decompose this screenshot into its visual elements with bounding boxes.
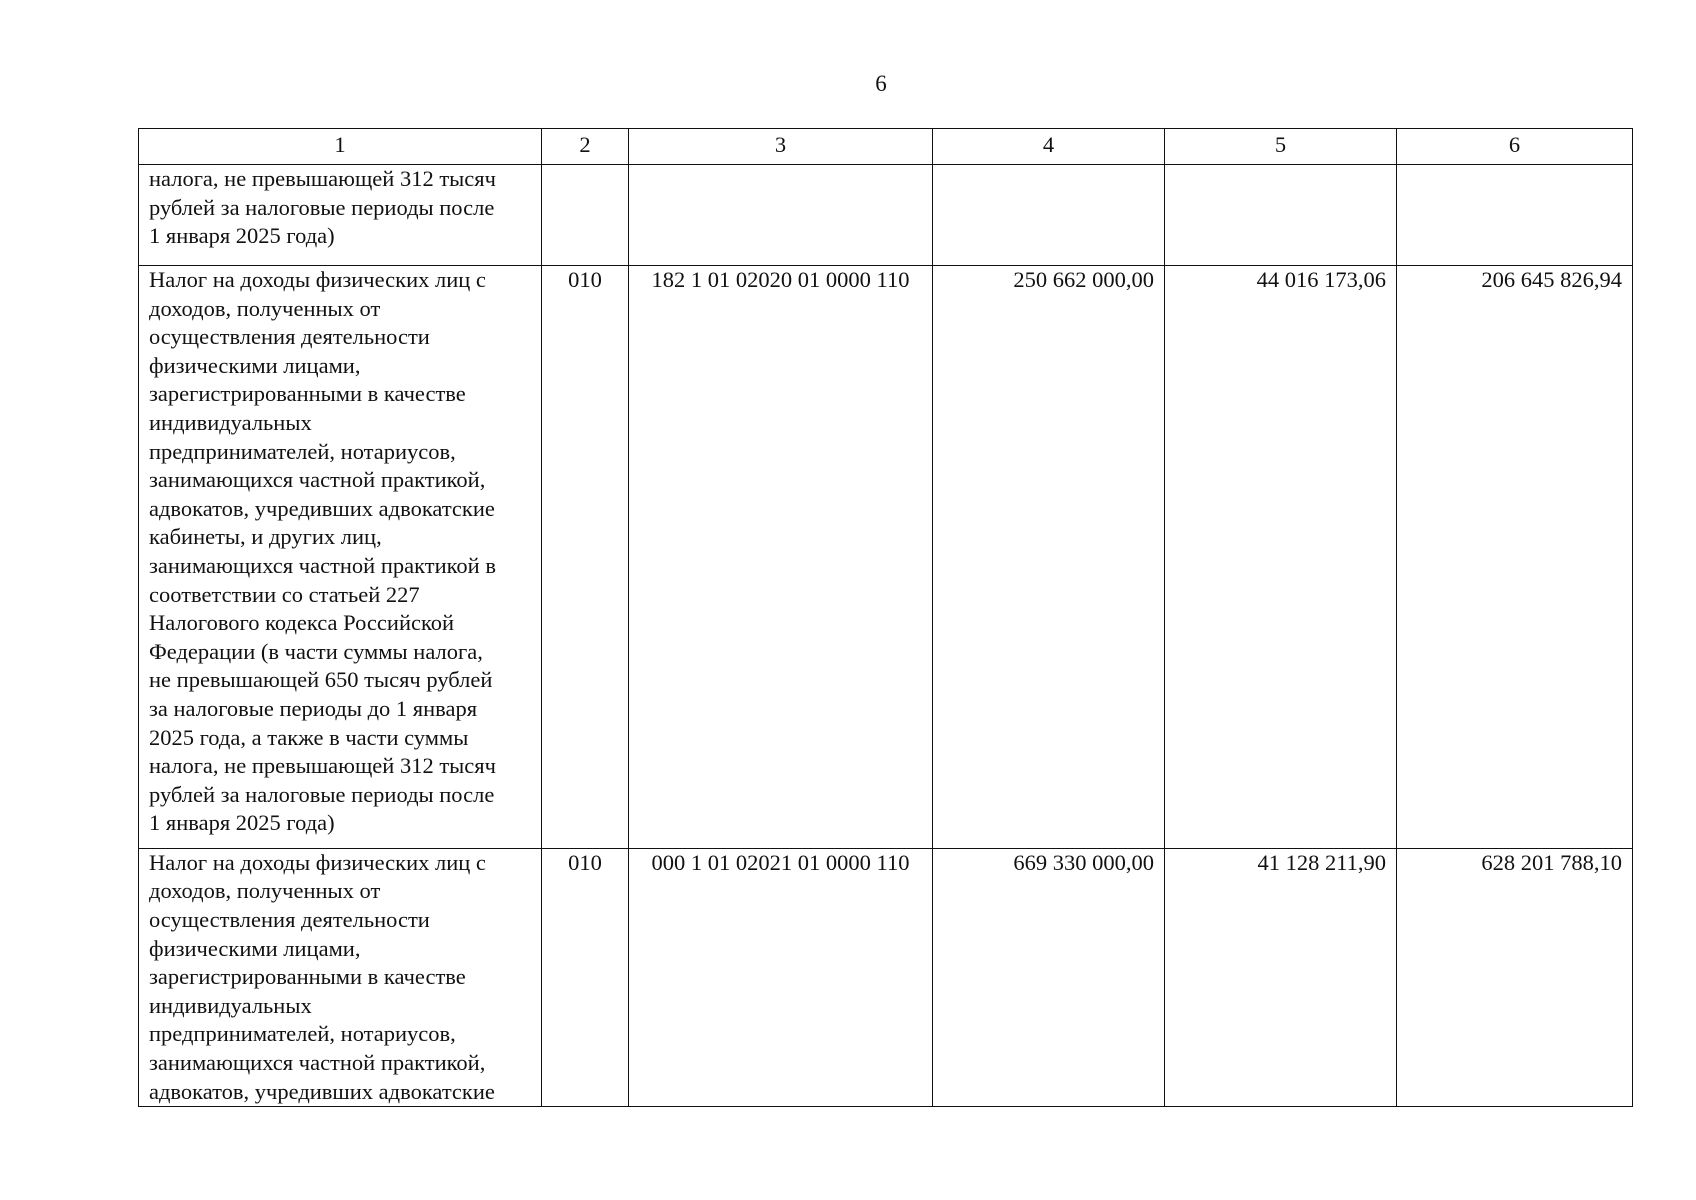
indicator-name-line: индивидуальных <box>149 409 312 435</box>
indicator-name-line: Налог на доходы физических лиц с <box>149 267 486 292</box>
indicator-name-line: Федерации (в части суммы налога, <box>149 638 483 664</box>
column-header-2: 2 <box>542 129 629 165</box>
indicator-name-line: зарегистрированными в качестве <box>149 964 466 990</box>
indicator-name-line: предпринимателей, нотариусов, <box>149 438 456 464</box>
indicator-name-line: физическими лицами, <box>149 352 361 378</box>
indicator-name-line: 1 января 2025 года) <box>149 810 335 836</box>
indicator-name-line: Налогового кодекса Российской <box>149 610 455 636</box>
revenue-table <box>138 128 1633 1107</box>
indicator-name-line: доходов, полученных от <box>149 295 381 321</box>
indicator-name-line: доходов, полученных от <box>149 878 381 904</box>
executed-amount: 44 016 173,06 <box>1165 266 1397 849</box>
unexecuted-amount <box>1397 165 1633 266</box>
indicator-name <box>139 165 542 266</box>
line-code: 010 <box>542 848 629 1106</box>
indicator-name-line: зарегистрированными в качестве <box>149 381 466 407</box>
income-classification-code: 000 1 01 02021 01 0000 110 <box>629 848 933 1106</box>
income-classification-code <box>629 165 933 266</box>
indicator-name-line: соответствии со статьей 227 <box>149 581 420 607</box>
page-number: 6 <box>875 71 887 96</box>
column-header-3: 3 <box>629 129 933 165</box>
column-header-5: 5 <box>1165 129 1397 165</box>
indicator-name-line: рублей за налоговые периоды после <box>149 194 495 220</box>
unexecuted-amount: 206 645 826,94 <box>1397 266 1633 849</box>
line-code <box>542 165 629 266</box>
indicator-name-line: 2025 года, а также в части суммы <box>149 724 469 750</box>
executed-amount: 41 128 211,90 <box>1165 848 1397 1106</box>
header-row <box>139 129 1633 165</box>
indicator-name-line: налога, не превышающей 312 тысяч <box>149 753 496 779</box>
line-code: 010 <box>542 266 629 849</box>
indicator-name-line: адвокатов, учредивших адвокатские <box>149 1078 495 1104</box>
column-header-1: 1 <box>139 129 542 165</box>
approved-amount: 250 662 000,00 <box>933 266 1165 849</box>
indicator-name-line: занимающихся частной практикой, <box>149 467 486 493</box>
indicator-name-line: рублей за налоговые периоды после <box>149 781 495 807</box>
indicator-name-line: занимающихся частной практикой, <box>149 1050 486 1076</box>
indicator-name-line: занимающихся частной практикой в <box>149 552 496 578</box>
approved-amount <box>933 165 1165 266</box>
indicator-name-line: 1 января 2025 года) <box>149 223 335 249</box>
unexecuted-amount: 628 201 788,10 <box>1397 848 1633 1106</box>
indicator-name-line: осуществления деятельности <box>149 324 430 350</box>
indicator-name <box>139 266 542 849</box>
column-header-6: 6 <box>1397 129 1633 165</box>
income-classification-code: 182 1 01 02020 01 0000 110 <box>629 266 933 849</box>
column-header-4: 4 <box>933 129 1165 165</box>
indicator-name-line: предпринимателей, нотариусов, <box>149 1021 456 1047</box>
indicator-name-line: кабинеты, и других лиц, <box>149 524 382 550</box>
executed-amount <box>1165 165 1397 266</box>
indicator-name-line: физическими лицами, <box>149 935 361 961</box>
indicator-name-line: Налог на доходы физических лиц с <box>149 849 486 875</box>
indicator-name-line: индивидуальных <box>149 992 312 1018</box>
table-row <box>139 848 1633 1106</box>
table-row <box>139 266 1633 849</box>
indicator-name-line: осуществления деятельности <box>149 907 430 933</box>
indicator-name-line: не превышающей 650 тысяч рублей <box>149 667 493 693</box>
indicator-name <box>139 848 542 1106</box>
indicator-name-line: за налоговые периоды до 1 января <box>149 695 478 721</box>
indicator-name-line: налога, не превышающей 312 тысяч <box>149 166 496 191</box>
table-row <box>139 165 1633 266</box>
indicator-name-line: адвокатов, учредивших адвокатские <box>149 495 495 521</box>
approved-amount: 669 330 000,00 <box>933 848 1165 1106</box>
